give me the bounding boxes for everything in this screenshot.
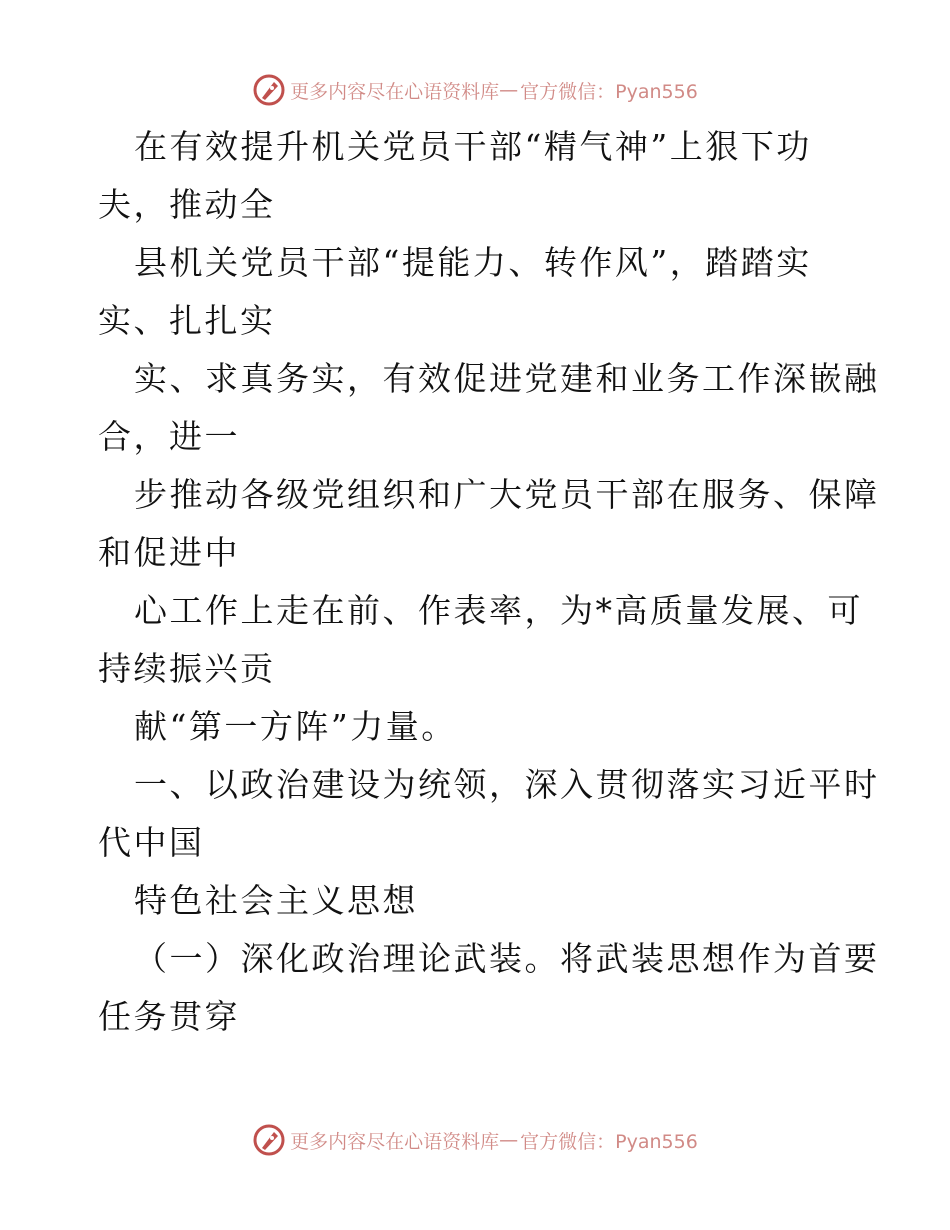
body-line: 在有效提升机关党员干部“精气神”上狠下功 [134, 127, 812, 166]
banner-dash: — [499, 1129, 519, 1151]
body-line: 任务贯穿 [98, 997, 240, 1036]
header-watermark-banner [0, 70, 950, 110]
body-line: 心工作上走在前、作表率，为*高质量发展、可 [134, 591, 863, 630]
banner-tail-text: 官方微信：Pyan556 [520, 80, 698, 103]
banner-main-text: 更多内容尽在心语资料库 [290, 1130, 500, 1153]
banner-dash: — [499, 79, 519, 101]
section-heading: 一、以政治建设为统领，深入贯彻落实习近平时 [134, 765, 880, 804]
body-line: 持续振兴贡 [98, 649, 276, 688]
body-line: 特色社会主义思想 [134, 881, 418, 920]
footer-watermark-banner [0, 1120, 950, 1160]
pen-nib-circle-logo-icon [252, 73, 286, 107]
body-line: 实、求真务实，有效促进党建和业务工作深嵌融 [134, 359, 880, 398]
body-line: 合，进一 [98, 417, 240, 456]
subsection-heading: （一）深化政治理论武装。将武装思想作为首要 [134, 939, 880, 978]
body-line: 和促进中 [98, 533, 240, 572]
body-line: 实、扎扎实 [98, 301, 276, 340]
body-line: 代中国 [98, 823, 205, 862]
document-body [98, 118, 880, 1046]
body-line: 献“第一方阵”力量。 [134, 707, 457, 746]
body-line: 县机关党员干部“提能力、转作风”，踏踏实 [134, 243, 812, 282]
body-line: 夫，推动全 [98, 185, 276, 224]
pen-nib-circle-logo-icon [252, 1123, 286, 1157]
body-line: 步推动各级党组织和广大党员干部在服务、保障 [134, 475, 880, 514]
banner-tail-text: 官方微信：Pyan556 [520, 1130, 698, 1153]
banner-main-text: 更多内容尽在心语资料库 [290, 80, 500, 103]
